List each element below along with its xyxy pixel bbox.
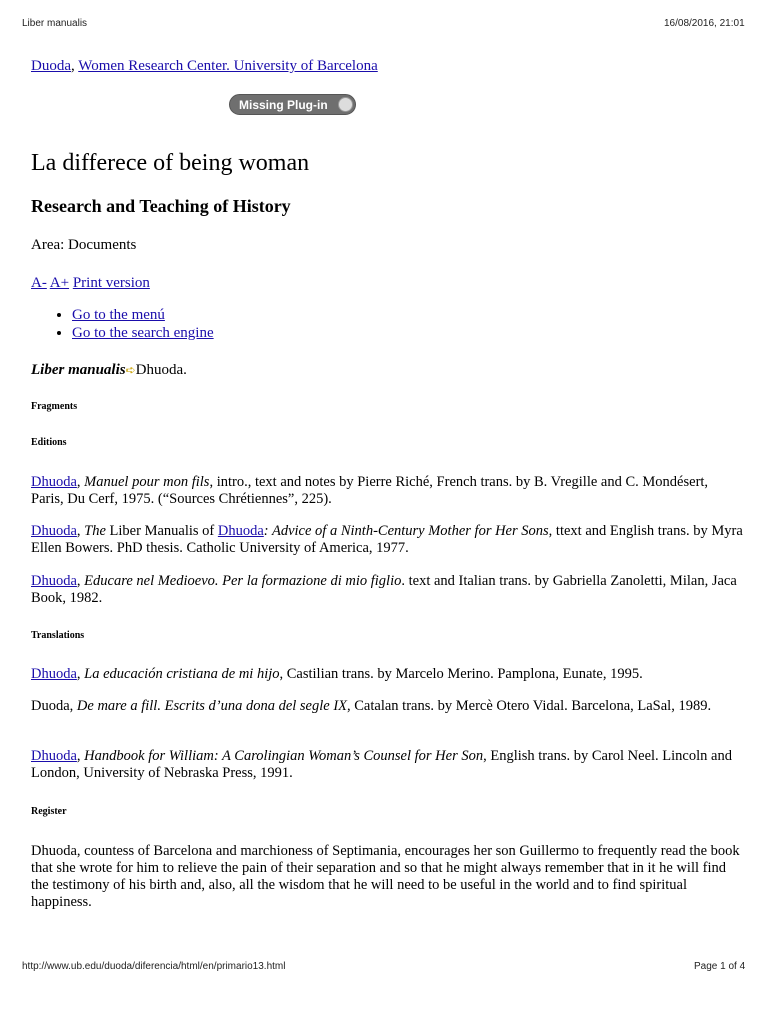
text-size-controls (31, 275, 150, 292)
text-larger-link[interactable]: A+ (49, 275, 70, 291)
translation-entry (31, 666, 743, 683)
punct: , (76, 573, 85, 589)
edition-title: The (84, 523, 106, 539)
duoda-text: Duoda (31, 698, 70, 714)
register-text: Dhuoda, countess of Barcelona and marchioness of Septimania, encourages her son Guillermo to frequently read the book that she wrote for him to relieve the pain of their separation and so that he might always remember that in it he will find the testimony of his birth and, also, all the wisdom that he will need to be useful in the world and to find spiritual happiness. (31, 843, 740, 910)
print-header-datetime: 16/08/2016, 21:01 (664, 18, 745, 29)
edition-title: Manuel pour mon fils (84, 474, 210, 490)
print-footer-url: http://www.ub.edu/duoda/diferencia/html/en/primario13.html (22, 961, 286, 972)
women-research-center-link[interactable]: Women Research Center. University of Barcelona (78, 58, 378, 74)
edition-details: , ttext and English trans. by Myra Ellen Bowers. PhD thesis. Catholic University of America, 1977. (31, 523, 743, 556)
dhuoda-link[interactable]: Dhuoda (31, 573, 77, 589)
edition-details: . text and Italian trans. by Gabriella Zanoletti, Milan, Jaca Book, 1982. (31, 573, 737, 606)
duoda-link[interactable]: Duoda (31, 58, 71, 74)
top-links-separator: , (71, 58, 79, 74)
punct: , (76, 523, 85, 539)
edition-title-middle: Liber Manualis of (105, 523, 218, 539)
edition-title-rest: : Advice of a Ninth-Century Mother for Her Sons (263, 523, 549, 539)
liber-author: Dhuoda. (135, 362, 187, 378)
edition-entry (31, 474, 743, 508)
print-footer-page: Page 1 of 4 (694, 961, 746, 972)
dhuoda-link[interactable]: Dhuoda (31, 474, 77, 490)
translation-details: , Catalan trans. by Mercè Otero Vidal. Barcelona, LaSal, 1989. (347, 698, 712, 714)
translation-title: La educación cristiana de mi hijo (84, 666, 280, 682)
punct: , (69, 698, 77, 714)
text-smaller-link[interactable]: A- (31, 275, 47, 291)
missing-plugin-label: Missing Plug-in (239, 98, 328, 112)
edition-entry (31, 573, 743, 607)
section-fragments: Fragments (31, 401, 78, 412)
translation-entry (31, 698, 743, 715)
dhuoda-link[interactable]: Dhuoda (31, 666, 77, 682)
document-heading (31, 362, 187, 379)
page-subtitle: Research and Teaching of History (31, 196, 291, 216)
liber-title: Liber manualis (31, 362, 126, 378)
go-to-search-link[interactable]: Go to the search engine (72, 325, 214, 341)
edition-entry (31, 523, 743, 557)
translation-title: De mare a fill. Escrits d’una dona del segle IX (76, 698, 348, 714)
punct: , (76, 666, 85, 682)
dhuoda-link[interactable]: Dhuoda (31, 523, 77, 539)
print-header-title: Liber manualis (22, 18, 88, 29)
translation-details: , Castilian trans. by Marcelo Merino. Pamplona, Eunate, 1995. (279, 666, 643, 682)
top-links (31, 58, 746, 75)
go-to-menu-link[interactable]: Go to the menú (72, 307, 165, 323)
arrow-icon: ➪ (125, 363, 136, 377)
dhuoda-link[interactable]: Dhuoda (217, 523, 264, 539)
dhuoda-link[interactable]: Dhuoda (31, 748, 77, 764)
punct: , (76, 748, 85, 764)
translation-entry (31, 748, 743, 782)
missing-plugin-button[interactable] (229, 94, 356, 115)
translation-details: , English trans. by Carol Neel. Lincoln and London, University of Nebraska Press, 1991. (31, 748, 732, 781)
print-version-link[interactable]: Print version (72, 275, 150, 291)
punct: , (76, 474, 85, 490)
area-label: Area: Documents (31, 237, 137, 253)
section-translations: Translations (31, 630, 85, 641)
list-item (72, 306, 214, 324)
section-editions: Editions (31, 437, 67, 448)
nav-list (31, 306, 214, 342)
section-register: Register (31, 806, 67, 817)
page-title: La differece of being woman (31, 150, 310, 176)
plugin-toggle-icon (338, 97, 353, 112)
list-item (72, 324, 214, 342)
edition-title: Educare nel Medioevo. Per la formazione di mio figlio (84, 573, 402, 589)
translation-title: Handbook for William: A Carolingian Woman’s Counsel for Her Son (84, 748, 484, 764)
edition-details: , intro., text and notes by Pierre Riché, French trans. by B. Vregille and C. Mondésert, Paris, Du Cerf, 1975. (“Sources Chrétiennes”, 225). (31, 474, 709, 507)
